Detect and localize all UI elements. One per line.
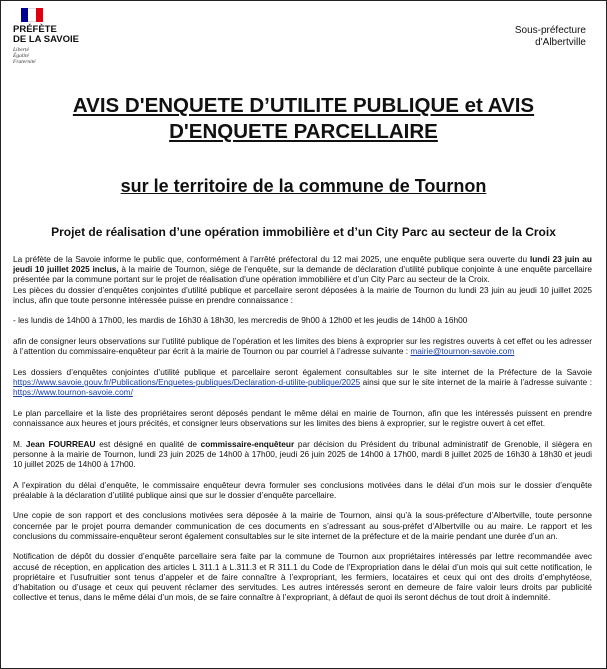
online-text-a: Les dossiers d’enquêtes conjointes d’utilité publique et parcellaire seront également consultables sur le site internet de la Préfecture de la Savoie — [13, 366, 592, 377]
enquiry-dates: lundi 23 juin au jeudi 10 juillet 2025 inclus, — [13, 254, 592, 275]
paragraph-notification: Notification de dépôt du dossier d’enquête parcellaire sera faite par la commune de Tournon aux propriétaires intéressés par lettre recommandée avec accusé de réception, en application des articles L 311.1 à L.311.3 et R 311.1 du Code de l’Expropriation dans le délai d’un mois qui suit cette notification, le propriétaire et l’usufruitier sont tenus d’appeler et de faire connaître à l’expropriant, les fermiers, locataires et ceux qui ont des droits d’emphytéose, d’habitation ou d’usage et ceux qui peuvent réclamer des servitudes. Les autres intéressés seront en demeure de faire valoir leurs droits par publicité collective et tenus, dans le même délai d’un mois, de se faire connaître à l’expropriant, à défaut de quoi ils seront déchus de tout droit à indemnité. — [13, 551, 592, 603]
project-title: Projet de réalisation d’une opération immobilière et d’un City Parc au secteur de la Croix — [51, 225, 556, 239]
paragraph-observations — [13, 336, 592, 356]
observations-text: afin de consigner leurs observations sur l’utilité publique de l’opération et les limites des biens à exproprier sur les registres ouverts à cet effet ou les adresser à l’attention du commissaire-enquêteur par écrit à la mairie de Tournon ou par courriel à l’adresse suivante : — [13, 336, 592, 357]
prefecture-link[interactable]: https://www.savoie.gouv.fr/Publications/Enquetes-publiques/Declaration-d-utilite-publique/2025 — [13, 377, 361, 387]
logo-line-1: PRÉFÈTE — [13, 24, 57, 35]
commissioner-text-c: par décision du Président du tribunal administratif de Grenoble, il siègera en personne à la mairie de Tournon, lundi 23 juin 2025 de 14h00 à 17h00, jeudi 26 juin 2025 de 14h00 à 17h00, mardi 8 juillet 2025 de 16h30 à 18h30 et jeudi 10 juillet 2025 de 14h00 à 17h00. — [13, 438, 592, 469]
paragraph-dossier: Les pièces du dossier d’enquêtes conjointes d’utilité publique et parcellaire seront déposées à la mairie de Tournon du lundi 23 juin au jeudi 10 juillet 2025 inclus, afin que toute personne intéressée puisse en prendre connaissance : — [13, 284, 592, 305]
online-text-b: ainsi que sur le site internet de la mairie à l’adresse suivante : — [360, 377, 592, 387]
logo-line-2: DE LA SAVOIE — [13, 34, 79, 45]
motto-egalite: Égalité — [13, 53, 29, 59]
french-flag-icon — [21, 8, 43, 22]
paragraph-commissioner — [13, 439, 592, 470]
prefecture-logo — [13, 8, 103, 65]
paragraph-conclusions: A l’expiration du délai d’enquête, le commissaire enquêteur devra formuler ses conclusions motivées dans le délai d’un mois sur le dossier d’enquête préalable à la déclaration d’utilité publique ainsi que sur le dossier d’enquête parcellaire. — [13, 479, 592, 500]
subprefecture-line-2: d'Albertville — [535, 37, 586, 48]
paragraph-parcel-plan: Le plan parcellaire et la liste des propriétaires seront déposés pendant le même délai en mairie de Tournon, afin que les intéressés puissent en prendre connaissance aux heures et jours précités, et consigner leurs observations sur les limites des biens à exproprier, sur le registre ouvert à cet effet. — [13, 407, 592, 428]
paragraph-intro — [13, 254, 592, 285]
intro-text-c: à la mairie de Tournon, siège de l’enquête, sur la demande de déclaration d’utilité publique conjointe à une enquête parcellaire présentée par la commune portant sur le projet de réalisation d’une opération immobilière et d’un City Parc au secteur de la Croix. — [13, 264, 592, 285]
motto-liberte: Liberté — [13, 47, 29, 53]
commissioner-name: Jean FOURREAU — [25, 438, 96, 449]
notice-body — [13, 254, 592, 602]
intro-text-a: La préfète de la Savoie informe le public que, conformément à l’arrêté préfectoral du 12 mai 2025, une enquête publique sera ouverte du — [13, 254, 530, 264]
commissioner-role: commissaire-enquêteur — [200, 438, 295, 449]
paragraph-opening-hours: - les lundis de 14h00 à 17h00, les mardis de 16h30 à 18h30, les mercredis de 9h00 à 12h00 et les jeudis de 14h00 à 16h00 — [13, 315, 468, 326]
paragraph-online-dossier — [13, 367, 592, 398]
subprefecture-line-1: Sous-préfecture — [514, 25, 586, 36]
commissioner-text-a: M. — [13, 438, 26, 449]
notice-title: AVIS D'ENQUETE D’UTILITE PUBLIQUE et AVIS D'ENQUETE PARCELLAIRE — [72, 94, 535, 143]
motto-fraternite: Fraternité — [13, 59, 36, 65]
email-link[interactable]: mairie@tournon-savoie.com — [410, 346, 515, 357]
paragraph-report-copy: Une copie de son rapport et des conclusions motivées sera déposée à la mairie de Tournon, ainsi qu’à la sous-préfecture d’Albertville, toute personne concernée par le projet pourra demander communication de ces documents en s’adressant au sous-préfet d’Albertville ou au maire. Le rapport et les conclusions du commissaire-enquêteur seront également consultables sur le site internet de la préfecture et de la mairie pendant une durée d’un an. — [13, 510, 592, 541]
commissioner-text-b: est désigné en qualité de — [95, 438, 201, 449]
notice-subtitle: sur le territoire de la commune de Tournon — [120, 176, 487, 196]
subprefecture-label — [515, 25, 586, 49]
mairie-link[interactable]: https://www.tournon-savoie.com/ — [13, 387, 133, 398]
logo-motto — [13, 47, 103, 65]
